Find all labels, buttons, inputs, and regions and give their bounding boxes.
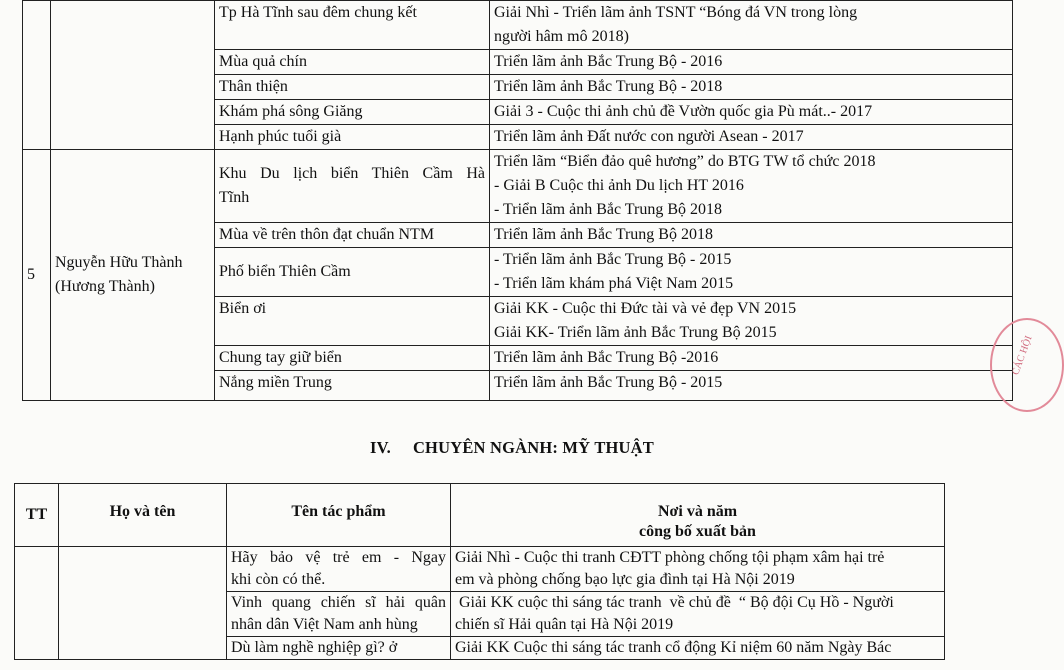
venue-line: Giải Nhì - Triển lãm ảnh TSNT “Bóng đá VN trong lòng: [494, 4, 858, 21]
venue-line: em và phòng chống bạo lực gia đình tại Hà Nội 2019: [455, 571, 795, 588]
venue-line: Giải KK cuộc thi sáng tác tranh về chủ đề “ Bộ đội Cụ Hồ - Người: [455, 594, 894, 611]
work-title: Khám phá sông Giăng: [215, 100, 490, 125]
venue-cell: Triển lãm ảnh Đất nước con người Asean - 2017: [490, 125, 1013, 150]
work-title: Biển ơi: [215, 297, 490, 346]
venue-cell: Triển lãm ảnh Bắc Trung Bộ 2018: [490, 223, 1013, 248]
header-tt: TT: [15, 484, 59, 547]
venue-line: người hâm mô 2018): [494, 28, 629, 45]
work-title: Tp Hà Tĩnh sau đêm chung kết: [215, 1, 490, 50]
work-title: Thân thiện: [215, 75, 490, 100]
work-title: Dù làm nghề nghiệp gì? ở: [227, 637, 451, 660]
section-number: IV.: [370, 438, 391, 457]
name-cell: [59, 547, 227, 660]
work-title: [227, 592, 451, 637]
work-title: Hạnh phúc tuổi già: [215, 125, 490, 150]
venue-line: Triển lãm “Biển đảo quê hương” do BTG TW tổ chức 2018: [494, 153, 876, 170]
venue-cell: Triển lãm ảnh Bắc Trung Bộ - 2015: [490, 371, 1013, 401]
stamp-text: CÁC HỘI: [1010, 334, 1035, 377]
work-title: Phố biển Thiên Cầm: [215, 248, 490, 297]
title-line: Hãy bảo vệ trẻ em - Ngay: [231, 549, 446, 566]
venue-cell: Giải KK Cuộc thi sáng tác tranh cổ động Kỉ niệm 60 năm Ngày Bác: [451, 637, 945, 660]
venue-line: - Triển lãm ảnh Bắc Trung Bộ - 2015: [494, 251, 732, 268]
awards-table-photography: [22, 0, 1013, 401]
venue-cell: [451, 592, 945, 637]
work-title: Nắng miền Trung: [215, 371, 490, 401]
header-work: Tên tác phẩm: [227, 484, 451, 547]
title-line: Khu Du lịch biển Thiên Cầm Hà: [219, 165, 485, 182]
tt-cell: [23, 1, 51, 150]
venue-cell: Triển lãm ảnh Bắc Trung Bộ - 2016: [490, 50, 1013, 75]
venue-cell: [490, 1, 1013, 50]
work-title: [227, 547, 451, 592]
awards-table-fine-arts: [14, 483, 945, 660]
header-venue-line1: Nơi và năm: [657, 503, 738, 520]
title-line: khi còn có thể.: [231, 571, 326, 588]
venue-cell: [451, 547, 945, 592]
work-title: [215, 150, 490, 223]
table-row: [23, 1, 1013, 50]
venue-cell: Giải 3 - Cuộc thi ảnh chủ đề Vườn quốc gia Pù mát..- 2017: [490, 100, 1013, 125]
title-line: Vinh quang chiến sĩ hải quân: [231, 594, 446, 611]
person-name: Nguyễn Hữu Thành: [55, 254, 183, 271]
work-title: Chung tay giữ biển: [215, 346, 490, 371]
header-name: Họ và tên: [59, 484, 227, 547]
name-cell: [51, 150, 215, 401]
name-cell: [51, 1, 215, 150]
venue-line: Giải KK- Triển lãm ảnh Bắc Trung Bộ 2015: [494, 324, 777, 341]
venue-line: - Giải B Cuộc thi ảnh Du lịch HT 2016: [494, 177, 744, 194]
venue-line: Giải Nhì - Cuộc thi tranh CĐTT phòng chống tội phạm xâm hại trẻ: [455, 549, 885, 566]
venue-cell: [490, 150, 1013, 223]
venue-cell: Triển lãm ảnh Bắc Trung Bộ - 2018: [490, 75, 1013, 100]
venue-cell: [490, 297, 1013, 346]
venue-cell: [490, 248, 1013, 297]
section-heading: [0, 438, 1024, 458]
work-title: Mùa về trên thôn đạt chuẩn NTM: [215, 223, 490, 248]
red-stamp: [990, 318, 1064, 412]
table-row: [15, 547, 945, 592]
venue-line: Giải KK - Cuộc thi Đức tài và vẻ đẹp VN 2015: [494, 300, 797, 317]
title-line: Tĩnh: [219, 189, 250, 206]
venue-line: - Triển lãm khám phá Việt Nam 2015: [494, 275, 734, 292]
venue-cell: Triển lãm ảnh Bắc Trung Bộ -2016: [490, 346, 1013, 371]
tt-cell: [15, 547, 59, 660]
person-alias: (Hương Thành): [55, 278, 155, 295]
venue-line: - Triển lãm ảnh Bắc Trung Bộ 2018: [494, 201, 723, 218]
table-row: [23, 150, 1013, 223]
venue-line: chiến sĩ Hải quân tại Hà Nội 2019: [455, 616, 674, 633]
header-venue: [451, 484, 945, 547]
title-line: nhân dân Việt Nam anh hùng: [231, 616, 418, 633]
tt-cell: 5: [23, 150, 51, 401]
table-header-row: [15, 484, 945, 547]
header-venue-line2: công bố xuất bản: [639, 523, 756, 540]
work-title: Mùa quả chín: [215, 50, 490, 75]
section-title: CHUYÊN NGÀNH: MỸ THUẬT: [412, 438, 654, 457]
